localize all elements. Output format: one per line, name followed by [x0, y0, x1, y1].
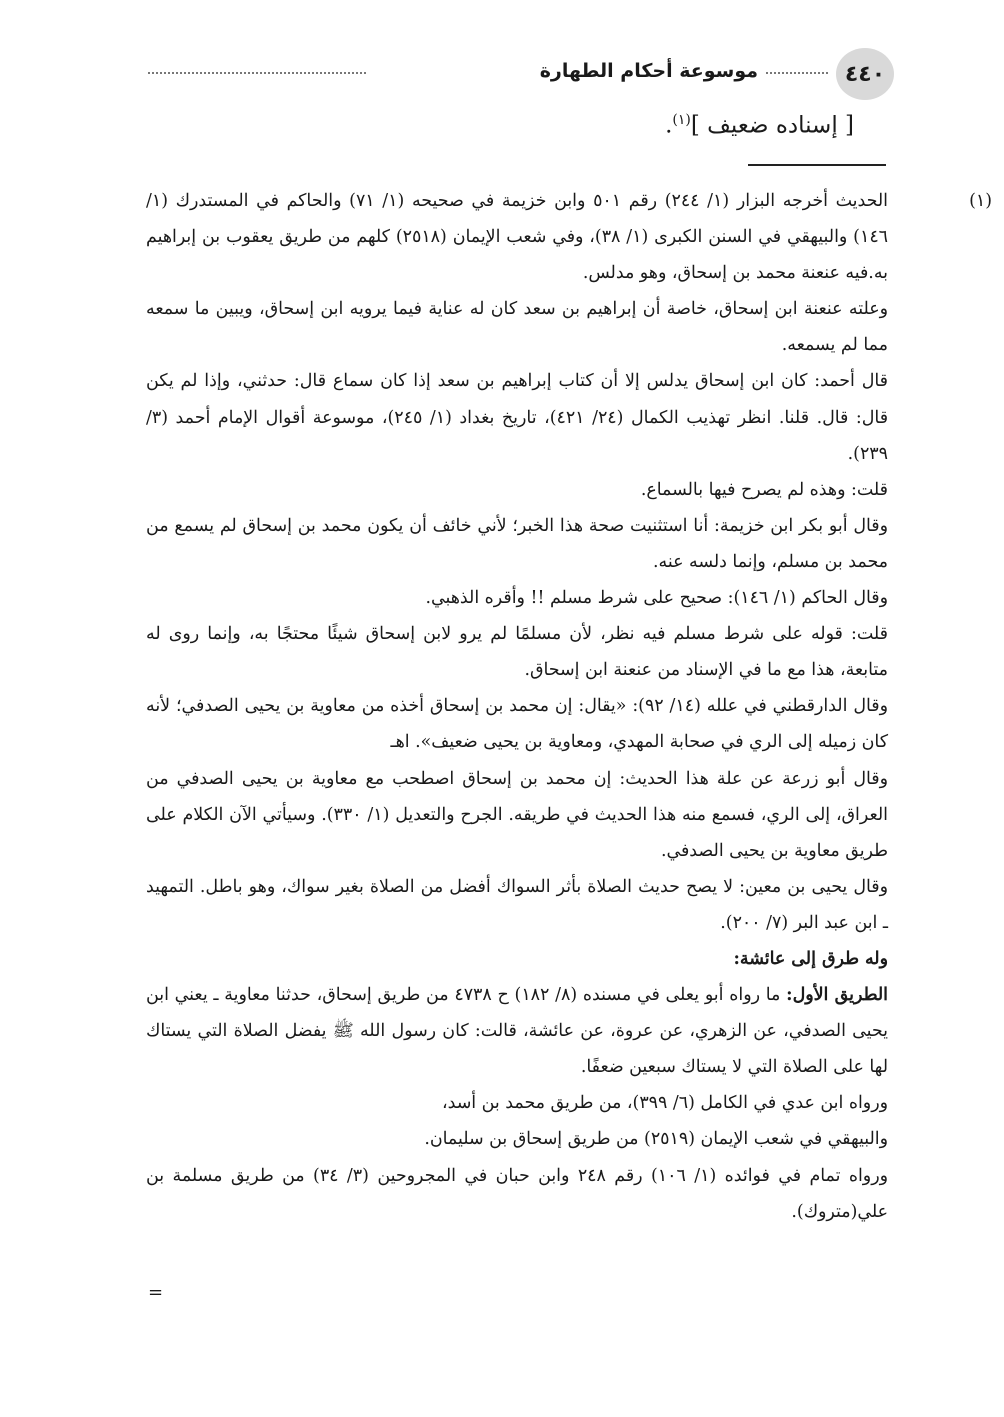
footnote-block — [146, 183, 993, 1230]
grade-text: [ إسناده ضعيف ] — [690, 112, 854, 139]
footnote-paragraph — [146, 977, 888, 1085]
footnote-paragraph: وقال أبو زرعة عن علة هذا الحديث: إن محمد بن إسحاق اصطحب مع معاوية بن يحيى الصدفي من العراق، إلى الري، فسمع منه هذا الحديث في طريقه. الجرح والتعديل (١/ ٣٣٠). وسيأتي الآن الكلام على طريق معاوية بن يحيى الصدفي. — [146, 768, 889, 861]
footnote-number: (١) — [969, 191, 993, 211]
continuation-mark: = — [148, 1282, 164, 1303]
header-dotted-rule-left — [148, 72, 366, 74]
footnote-paragraph: ورواه تمام في فوائده (١/ ١٠٦) رقم ٢٤٨ وابن حبان في المجروحين (٣/ ٣٤) من طريق مسلمة بن علي(متروك). — [146, 1165, 889, 1222]
hadith-grade — [665, 112, 854, 139]
footnote-paragraph: قلت: قوله على شرط مسلم فيه نظر، لأن مسلمًا لم يرو لابن إسحاق شيئًا محتجًا به، وإنما روى له متابعة، هذا مع ما في الإسناد من عنعنة ابن إسحاق. — [146, 624, 888, 681]
footnote-paragraph: وقال الحاكم (١/ ١٤٦): صحيح على شرط مسلم !! وأقره الذهبي. — [425, 588, 888, 609]
section-heading: وله طرق إلى عائشة: — [733, 948, 888, 969]
footnote-paragraph: والبيهقي في شعب الإيمان (٢٥١٩) من طريق إسحاق بن سليمان. — [424, 1129, 888, 1150]
page-number-badge: ٤٤٠ — [836, 48, 894, 100]
footnote-paragraph: قلت: وهذه لم يصرح فيها بالسماع. — [640, 479, 888, 500]
footnote-reference: (١) — [672, 112, 691, 128]
footnote-paragraph: وقال يحيى بن معين: لا يصح حديث الصلاة بأثر السواك أفضل من الصلاة بغير سواك، وهو باطل. التمهيد ـ ابن عبد البر (٧/ ٢٠٠). — [146, 876, 888, 933]
footnote-paragraph — [146, 183, 993, 291]
header-title: موسوعة أحكام الطهارة — [539, 60, 758, 82]
footnote-separator — [748, 164, 886, 166]
running-header — [146, 48, 894, 100]
footnote-paragraph: وقال أبو بكر ابن خزيمة: أنا استثنيت صحة هذا الخبر؛ لأني خائف أن يكون محمد بن إسحاق لم يسمع من محمد بن مسلم، وإنما دلسه عنه. — [146, 515, 888, 572]
footnote-paragraph: قال أحمد: كان ابن إسحاق يدلس إلا أن كتاب إبراهيم بن سعد إذا كان سماع قال: حدثني، وإذا لم يكن قال: قال. قلنا. انظر تهذيب الكمال (٢٤/ ٤٢١)، تاريخ بغداد (١/ ٢٤٥)، موسوعة أقوال الإمام أحمد (٣/ ٢٣٩). — [146, 371, 889, 464]
footnote-paragraph: وقال الدارقطني في علله (١٤/ ٩٢): «يقال: إن محمد بن إسحاق أخذه من معاوية بن يحيى الصدفي؛ لأنه كان زميله إلى الري في صحابة المهدي، ومعاوية بن يحيى ضعيف». اهـ — [146, 696, 888, 753]
footnote-paragraph: وعلته عنعنة ابن إسحاق، خاصة أن إبراهيم بن سعد كان له عناية فيما يرويه ابن إسحاق، ويبين ما سمعه مما لم يسمعه. — [146, 299, 888, 356]
header-dotted-rule-right — [766, 72, 828, 74]
route-label: الطريق الأول: — [786, 985, 888, 1006]
grade-end-punct: . — [665, 112, 673, 139]
footnote-paragraph: ورواه ابن عدي في الكامل (٦/ ٣٩٩)، من طريق محمد بن أسد، — [441, 1093, 888, 1114]
route-text: ما رواه أبو يعلى في مسنده (٨/ ١٨٢) ح ٤٧٣٨ من طريق إسحاق، حدثنا معاوية ـ يعني ابن يحيى الصدفي، عن الزهري، عن عروة، عن عائشة، قالت: كان رسول الله ﷺ يفضل الصلاة التي يستاك لها على الصلاة التي لا يستاك سبعين ضعفًا. — [146, 985, 888, 1078]
footnote-text: الحديث أخرجه البزار (١/ ٢٤٤) رقم ٥٠١ وابن خزيمة في صحيحه (١/ ٧١) والحاكم في المستدرك (١/ ١٤٦) والبيهقي في السنن الكبرى (١/ ٣٨)، وفي شعب الإيمان (٢٥١٨) كلهم من طريق يعقوب بن إبراهيم به.فيه عنعنة محمد بن إسحاق، وهو مدلس. — [146, 191, 889, 284]
